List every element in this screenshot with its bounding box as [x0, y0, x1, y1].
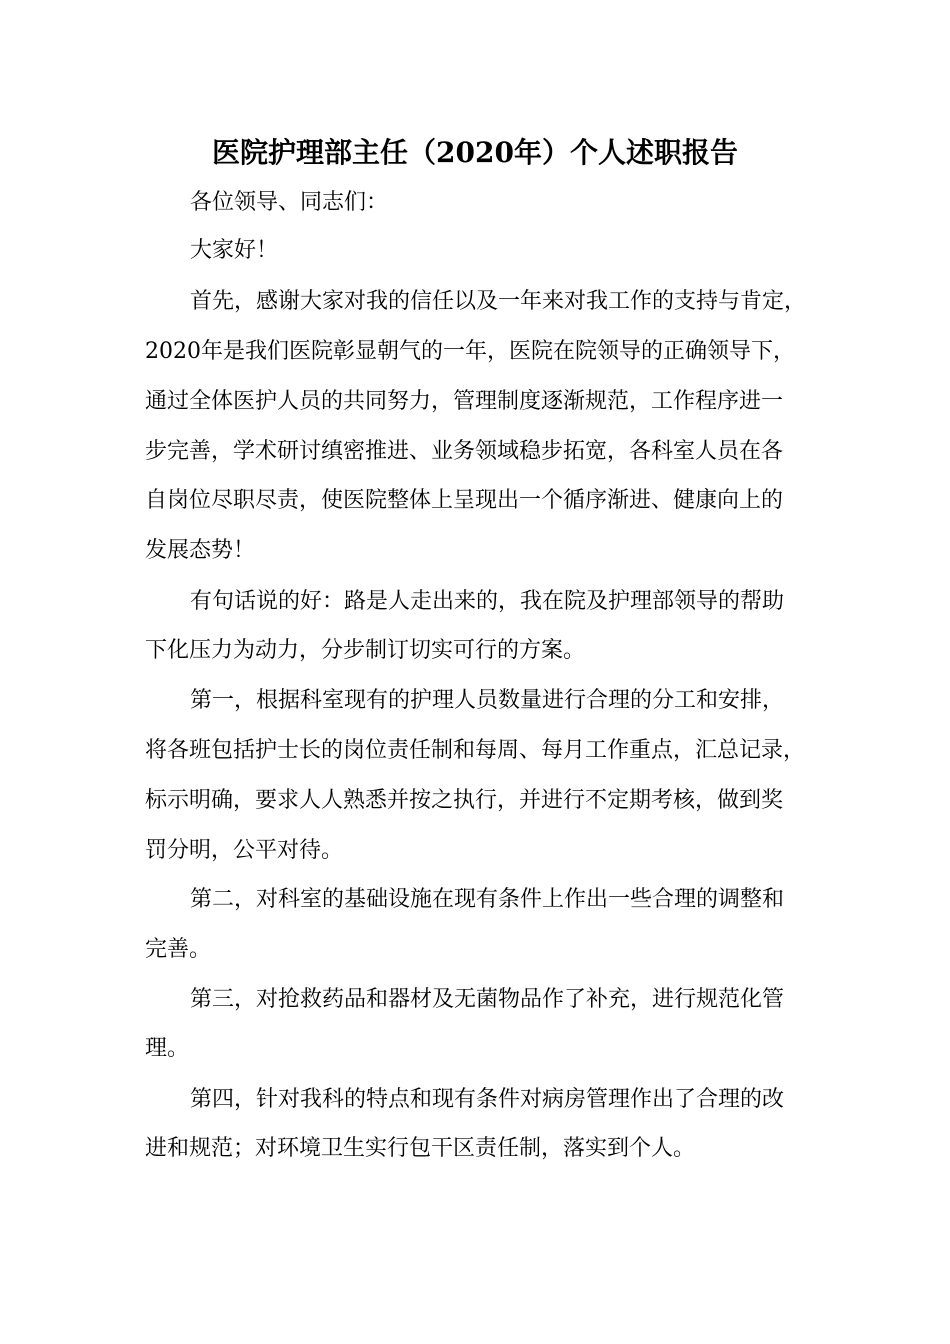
paragraph-line: 标示明确，要求人人熟悉并按之执行，并进行不定期考核，做到奖: [145, 788, 784, 813]
paragraph-line: 理。: [145, 1036, 190, 1061]
paragraph-line: 将各班包括护士长的岗位责任制和每周、每月工作重点，汇总记录，: [145, 738, 806, 763]
greeting-line: 各位领导、同志们：: [190, 190, 389, 215]
paragraph-line: 第一，根据科室现有的护理人员数量进行合理的分工和安排，: [190, 688, 785, 713]
paragraph-line: 第二，对科室的基础设施在现有条件上作出一些合理的调整和: [190, 887, 785, 912]
salutation-line: 大家好！: [190, 238, 279, 263]
paragraph-line: 完善。: [145, 937, 212, 962]
paragraph-line: 自岗位尽职尽责，使医院整体上呈现出一个循序渐进、健康向上的: [145, 488, 784, 513]
paragraph-line: 第四，针对我科的特点和现有条件对病房管理作出了合理的改: [190, 1087, 785, 1112]
document-title: 医院护理部主任（2020年）个人述职报告: [212, 136, 738, 169]
paragraph-line: 2020年是我们医院彰显朝气的一年，医院在院领导的正确领导下，: [145, 339, 795, 364]
paragraph-line: 下化压力为动力，分步制订切实可行的方案。: [145, 638, 586, 663]
paragraph-line: 罚分明，公平对待。: [145, 838, 344, 863]
paragraph-line: 发展态势！: [145, 538, 256, 563]
paragraph-line: 通过全体医护人员的共同努力，管理制度逐渐规范，工作程序进一: [145, 389, 784, 414]
paragraph-line: 第三，对抢救药品和器材及无菌物品作了补充，进行规范化管: [190, 987, 785, 1012]
paragraph-line: 进和规范；对环境卫生实行包干区责任制，落实到个人。: [145, 1136, 696, 1161]
paragraph-line: 有句话说的好：路是人走出来的，我在院及护理部领导的帮助: [190, 589, 785, 614]
paragraph-line: 首先，感谢大家对我的信任以及一年来对我工作的支持与肯定，: [190, 289, 807, 314]
paragraph-line: 步完善，学术研讨缜密推进、业务领域稳步拓宽，各科室人员在各: [145, 439, 784, 464]
